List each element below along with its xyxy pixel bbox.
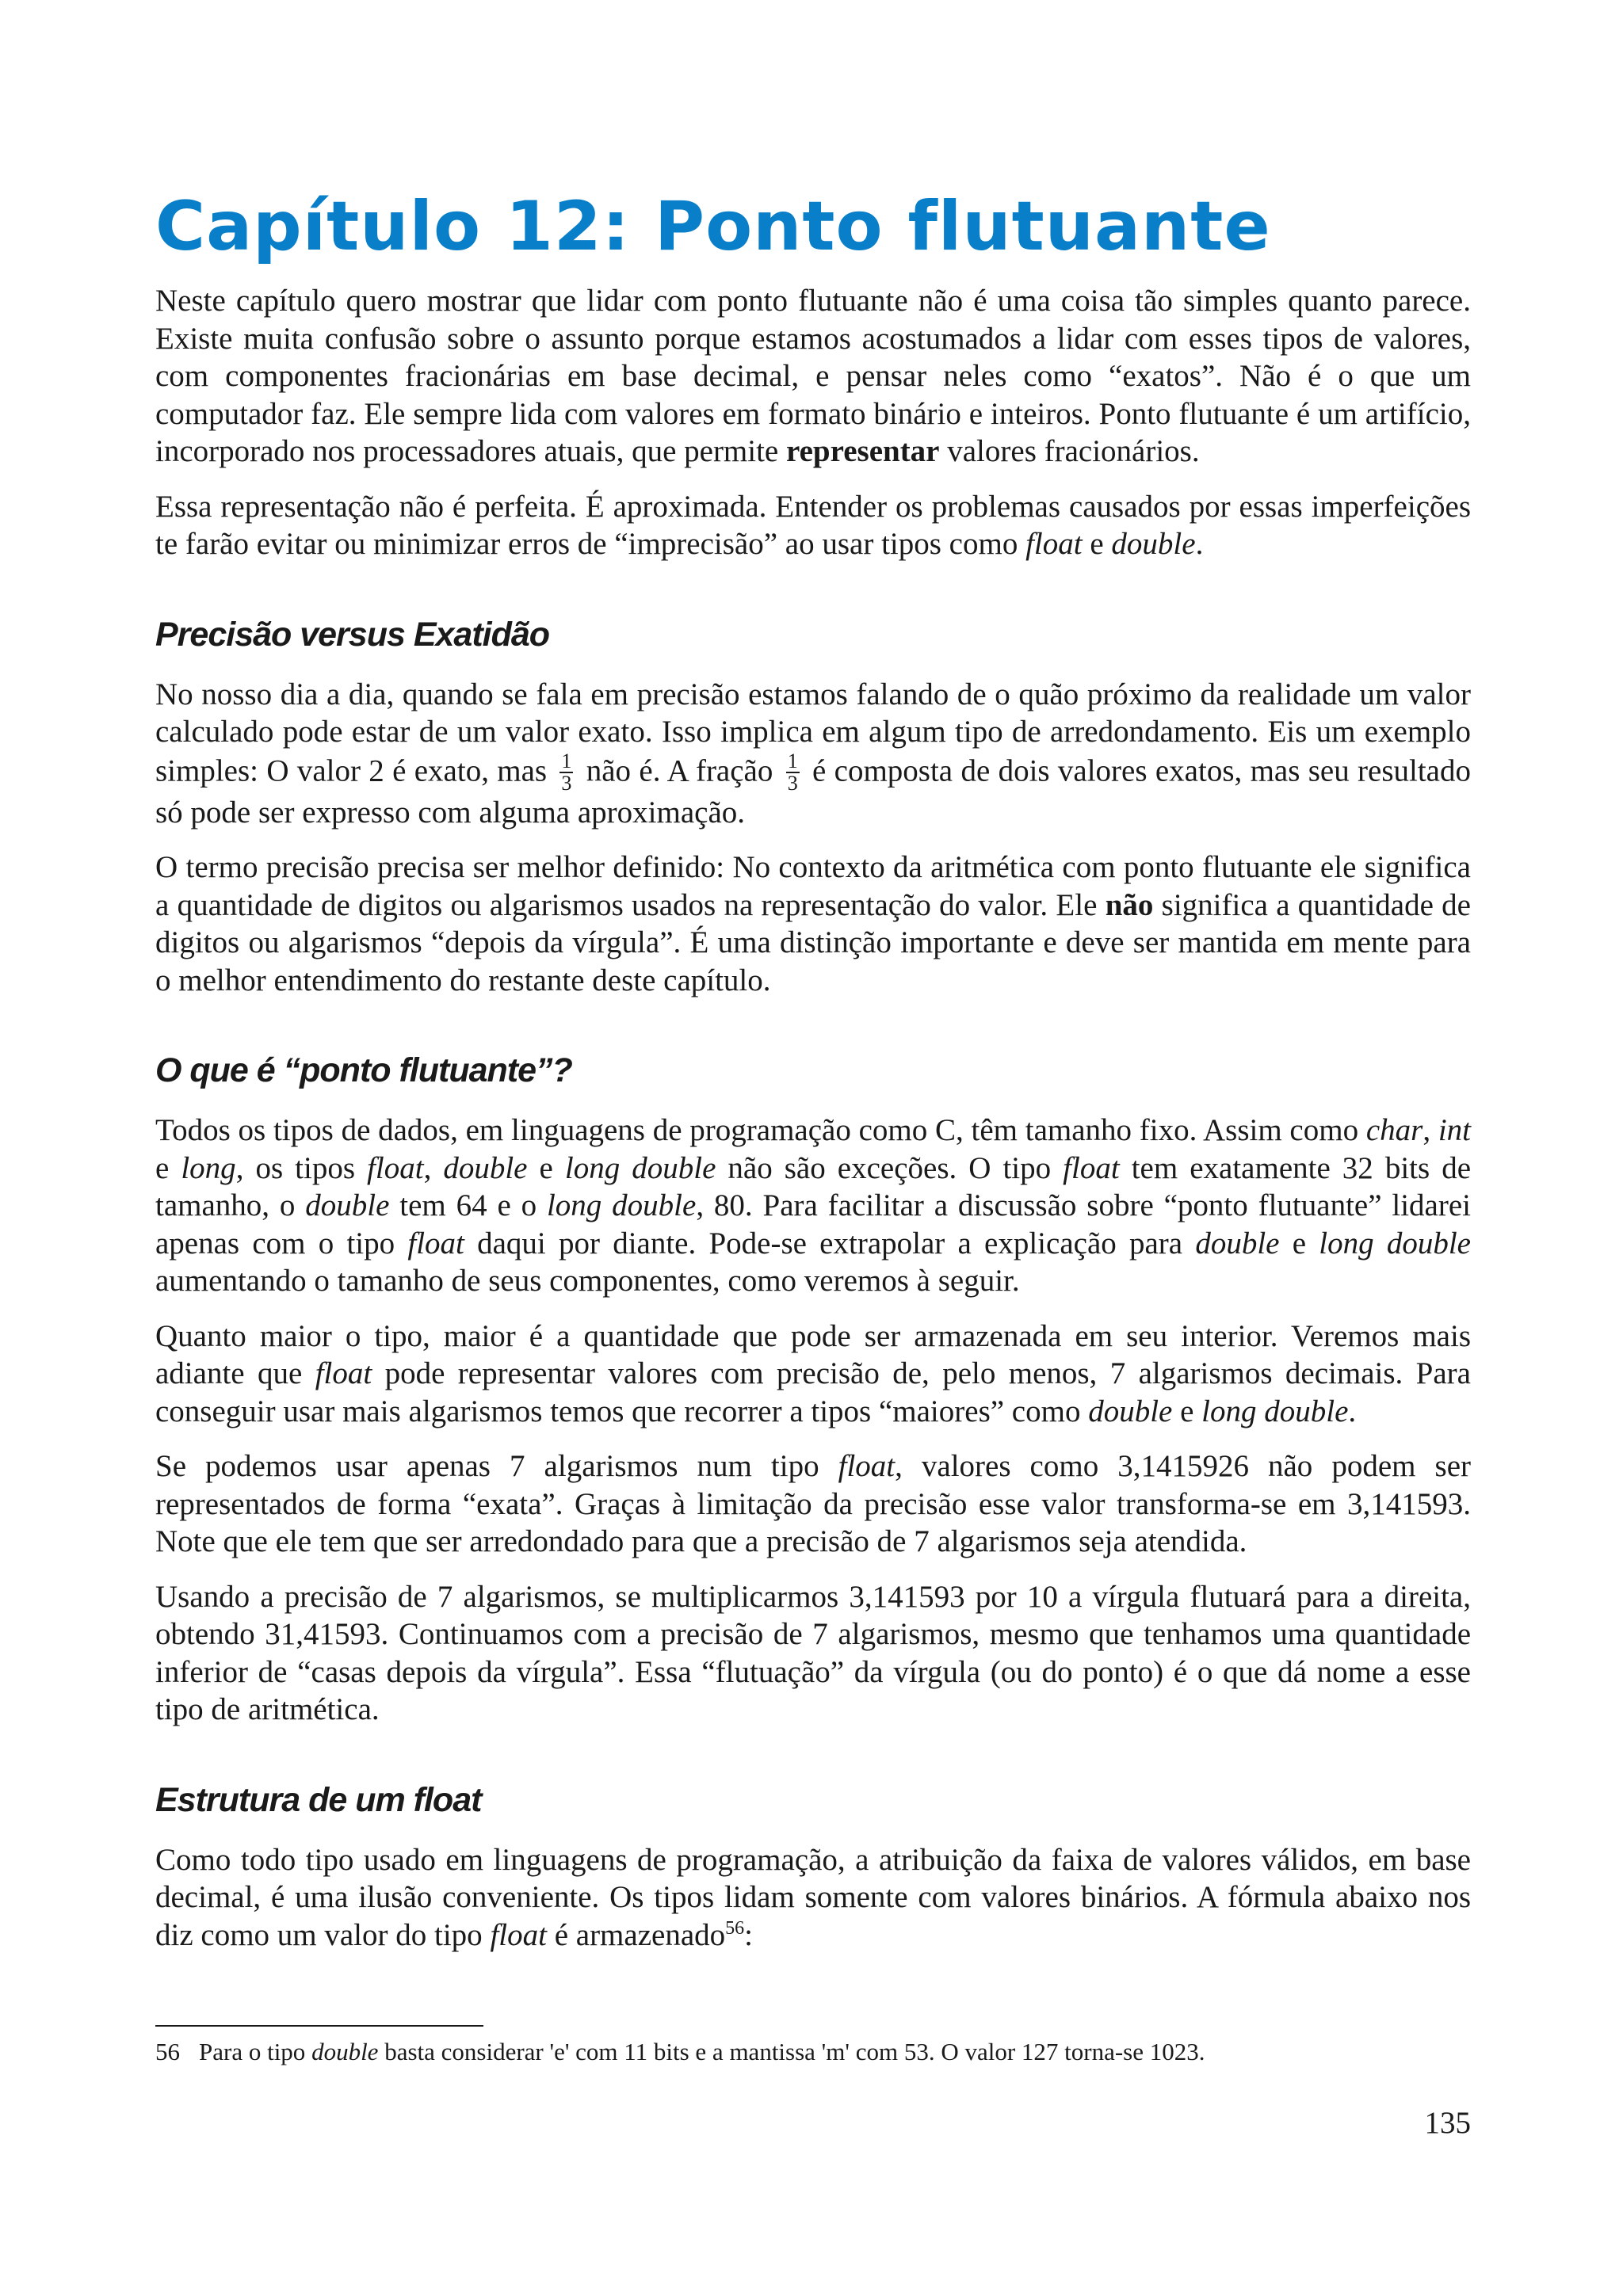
text: basta considerar 'e' com 11 bits e a mantissa 'm' com 53. O valor 127 torna-se 1023.: [378, 2038, 1205, 2065]
text: Essa representação não é perfeita. É aproximada. Entender os problemas causados por essas imperfeições te farão evitar ou minimizar erros de “imprecisão” ao usar tipos como: [155, 489, 1471, 561]
text: , valores como 3,1415926 não podem ser representados de forma “exata”. Graças à limitação da precisão esse valor transforma-se em 3,141593. Note que ele tem que ser arredondado para que a precisão de 7 algarismos seja atendida.: [155, 1449, 1471, 1558]
type-float: float: [407, 1226, 464, 1261]
type-float: float: [367, 1150, 424, 1185]
text: tem 64 e o: [389, 1188, 547, 1222]
type-double: double: [1195, 1226, 1280, 1261]
text: não é. A fração: [578, 753, 781, 788]
type-double: double: [443, 1150, 528, 1185]
floating-point-paragraph-1: [155, 1112, 1471, 1300]
text: e: [1172, 1394, 1202, 1428]
text: .: [1195, 527, 1204, 561]
floating-point-paragraph-2: [155, 1318, 1471, 1431]
fraction-one-third: [786, 751, 800, 794]
text: Para o tipo: [199, 2038, 312, 2065]
text: pode representar valores com precisão de, pelo menos, 7 algarismos decimais. Para conseguir usar mais algarismos temos que recorrer a tipos “maiores” como: [155, 1356, 1471, 1428]
bold-term: representar: [786, 434, 940, 468]
type-double: double: [305, 1188, 390, 1222]
section-heading-precision: Precisão versus Exatidão: [155, 615, 550, 654]
footnote-number: 56: [155, 2038, 180, 2065]
type-long-double: long double: [1319, 1226, 1471, 1261]
text: ,: [423, 1150, 444, 1185]
text: aumentando o tamanho de seus componentes, como veremos à seguir.: [155, 1264, 1020, 1298]
type-double: double: [1088, 1394, 1173, 1428]
text: não são exceções. O tipo: [716, 1150, 1064, 1185]
floating-point-paragraph-4: Usando a precisão de 7 algarismos, se multiplicarmos 3,141593 por 10 a vírgula flutuará para a direita, obtendo 31,41593. Continuamos com a precisão de 7 algarismos, mesmo que tenhamos uma quantidade inferior de “casas depois da vírgula”. Essa “flutuação” da vírgula (ou do ponto) é o que dá nome a esse tipo de aritmética.: [155, 1579, 1471, 1726]
fraction-denominator: 3: [787, 771, 798, 795]
text: .: [1348, 1394, 1357, 1428]
page-number: 135: [1424, 2106, 1471, 2140]
text: O termo precisão precisa ser melhor definido: No contexto da aritmética com ponto flutuante ele significa a quantidade de digitos ou algarismos usados na representação do valor. Ele: [155, 850, 1471, 922]
text: daqui por diante. Pode-se extrapolar a explicação para: [464, 1226, 1196, 1261]
text: é armazenado: [546, 1917, 726, 1952]
precision-paragraph-1: [155, 676, 1471, 832]
text: e: [1082, 527, 1112, 561]
text: Quanto maior o tipo, maior é a quantidade que pode ser armazenada em seu interior. Veremos mais adiante que: [155, 1318, 1471, 1390]
type-int: int: [1438, 1113, 1472, 1147]
text: significa a quantidade de digitos ou algarismos “depois da vírgula”. É uma distinção importante e deve ser mantida em mente para o melhor entendimento do restante deste capítulo.: [155, 887, 1471, 997]
text: :: [744, 1917, 753, 1952]
type-double: double: [311, 2038, 379, 2065]
fraction-numerator: 1: [561, 749, 572, 772]
page-content: [155, 187, 1471, 1971]
text: Como todo tipo usado em linguagens de programação, a atribuição da faixa de valores válidos, em base decimal, é uma ilusão conveniente. Os tipos lidam somente com valores binários. A fórmula abaixo nos diz como um valor do tipo: [155, 1842, 1471, 1952]
type-float: float: [315, 1356, 372, 1390]
text: e: [527, 1150, 565, 1185]
bold-term: não: [1105, 887, 1154, 922]
precision-paragraph-2: [155, 849, 1471, 999]
text: No nosso dia a dia, quando se fala em precisão estamos falando de o quão próximo da realidade um valor calculado pode estar de um valor exato. Isso implica em algum tipo de arredondamento. Eis um exemplo simples: O valor 2 é exato, mas: [155, 677, 1471, 788]
text: , 80. Para facilitar a discussão sobre “ponto flutuante” lidarei apenas com o tipo: [155, 1188, 1471, 1261]
type-float: float: [838, 1449, 896, 1483]
text: Se podemos usar apenas 7 algarismos num tipo: [155, 1449, 838, 1483]
footnote-divider: [155, 2025, 483, 2027]
fraction-one-third: [559, 751, 573, 794]
text: Todos os tipos de dados, em linguagens de programação como C, têm tamanho fixo. Assim como: [155, 1113, 1366, 1147]
type-double: double: [1111, 527, 1196, 561]
text: e: [1279, 1226, 1319, 1261]
text: ,: [1423, 1113, 1438, 1147]
section-heading-float-structure: Estrutura de um float: [155, 1780, 482, 1819]
text: , os tipos: [235, 1150, 368, 1185]
type-char: char: [1365, 1113, 1423, 1147]
intro-paragraph-2: [155, 488, 1471, 563]
intro-paragraph-1: [155, 282, 1471, 471]
type-float: float: [490, 1917, 547, 1952]
text: Neste capítulo quero mostrar que lidar com ponto flutuante não é uma coisa tão simples quanto parece. Existe muita confusão sobre o assunto porque estamos acostumados a lidar com esses tipos de valores, com componentes fracionárias em base decimal, e pensar neles como “exatos”. Não é o que um computador faz. Ele sempre lida com valores em formato binário e inteiros. Ponto flutuante é um artifício, incorporado nos processadores atuais, que permite: [155, 284, 1471, 468]
type-float: float: [1063, 1150, 1120, 1185]
type-long-double: long double: [564, 1150, 716, 1185]
section-heading-floating-point: O que é “ponto flutuante”?: [155, 1051, 572, 1089]
type-long-double: long double: [1201, 1394, 1349, 1428]
text: e: [155, 1150, 181, 1185]
type-long: long: [181, 1150, 236, 1185]
text: valores fracionários.: [939, 434, 1200, 468]
fraction-numerator: 1: [787, 749, 798, 772]
chapter-title: Capítulo 12: Ponto flutuante: [155, 187, 1271, 266]
footnote-reference[interactable]: 56: [725, 1917, 745, 1939]
type-long-double: long double: [546, 1188, 697, 1222]
footnote: [155, 2036, 1471, 2068]
text: é composta de dois valores exatos, mas seu resultado só pode ser expresso com alguma aproximação.: [155, 753, 1471, 830]
type-float: float: [1025, 527, 1083, 561]
text: tem exatamente 32 bits de tamanho, o: [155, 1150, 1472, 1222]
fraction-denominator: 3: [561, 771, 572, 795]
floating-point-paragraph-3: [155, 1447, 1471, 1561]
float-structure-paragraph-1: [155, 1841, 1471, 1955]
